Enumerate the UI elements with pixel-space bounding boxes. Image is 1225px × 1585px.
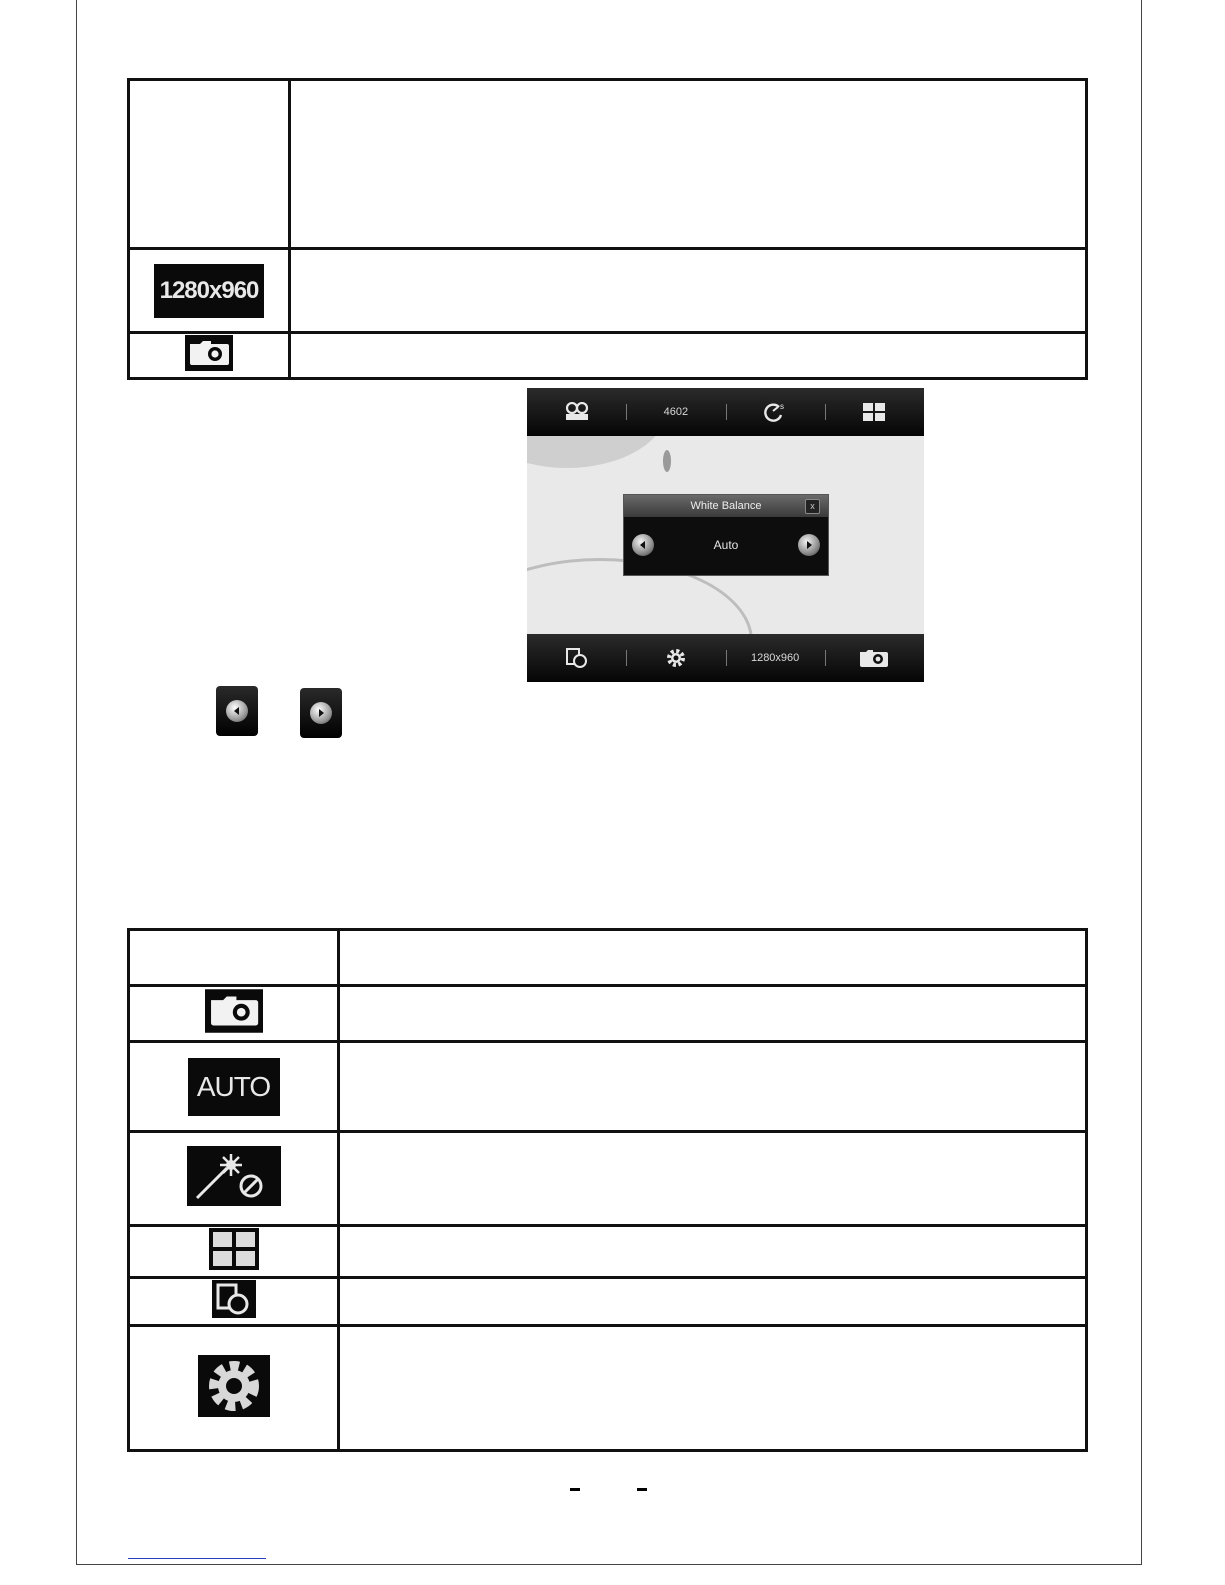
bottom-icon-table (127, 928, 1088, 1452)
table-row (129, 1326, 1087, 1451)
icon-cell (129, 1042, 339, 1132)
left-arrow-icon (638, 540, 648, 550)
self-timer-button[interactable] (726, 388, 825, 436)
icon-cell (129, 333, 290, 379)
left-arrow-icon (232, 706, 242, 716)
video-mode-icon (564, 402, 590, 422)
magic-wand-off-icon (187, 1146, 281, 1206)
shots-remaining: 4602 (626, 388, 725, 436)
footer-link-underline (128, 1558, 266, 1559)
auto-badge: AUTO (188, 1058, 280, 1116)
description-cell (290, 333, 1087, 379)
icon-cell (129, 1226, 339, 1278)
right-arrow-icon (316, 708, 326, 718)
resolution-indicator[interactable]: 1280x960 (726, 634, 825, 682)
settings-button[interactable] (626, 634, 725, 682)
page-bottom-rule (76, 1564, 1142, 1565)
table-row (129, 80, 1087, 249)
video-mode-button[interactable] (527, 388, 626, 436)
left-arrow-button[interactable] (216, 686, 258, 736)
icon-cell (129, 1326, 339, 1451)
table-row (129, 333, 1087, 379)
self-timer-icon (763, 401, 787, 423)
resolution-badge: 1280x960 (154, 264, 264, 318)
table-row (129, 1042, 1087, 1132)
camera-bottom-bar (527, 634, 924, 682)
camera-top-bar (527, 388, 924, 436)
table-row (129, 1132, 1087, 1226)
description-cell (290, 249, 1087, 333)
right-arrow-button[interactable] (300, 688, 342, 738)
page-number-dash-right (637, 1488, 647, 1491)
photo-camera-icon (858, 647, 890, 669)
photo-mode-button[interactable] (825, 634, 924, 682)
icon-cell (129, 986, 339, 1042)
table-row (129, 249, 1087, 333)
dialog-title-text: White Balance (690, 500, 762, 512)
page-number-dash-left (570, 1488, 580, 1491)
settings-gear-icon (198, 1355, 270, 1417)
camera-screen-preview (527, 388, 924, 682)
camera-mode-icon (185, 335, 233, 371)
playback-icon (212, 1280, 256, 1318)
description-cell (339, 1042, 1087, 1132)
description-cell (339, 1326, 1087, 1451)
description-cell (339, 1132, 1087, 1226)
next-option-button[interactable] (798, 534, 820, 556)
description-cell (339, 986, 1087, 1042)
right-arrow-icon (804, 540, 814, 550)
description-cell (339, 1278, 1087, 1326)
table-row (129, 986, 1087, 1042)
table-header-row (129, 930, 1087, 986)
icon-cell (129, 1132, 339, 1226)
grid-icon (209, 1228, 259, 1270)
description-cell (290, 80, 1087, 249)
svg-text:s: s (780, 402, 785, 411)
background-shape (663, 450, 671, 472)
left-arrow-disc (226, 700, 248, 722)
icon-cell (129, 1278, 339, 1326)
playback-button[interactable] (527, 634, 626, 682)
grid-button[interactable] (825, 388, 924, 436)
header-cell-icon (129, 930, 339, 986)
page-right-margin-rule (1141, 0, 1142, 1565)
previous-option-button[interactable] (632, 534, 654, 556)
icon-cell (129, 249, 290, 333)
white-balance-selector (624, 517, 828, 573)
table-row (129, 1278, 1087, 1326)
settings-gear-icon (665, 647, 687, 669)
description-cell (339, 1226, 1087, 1278)
close-icon[interactable]: x (805, 499, 820, 514)
page-left-margin-rule (76, 0, 77, 1565)
top-icon-table (127, 78, 1088, 380)
table-row (129, 1226, 1087, 1278)
white-balance-title (624, 495, 828, 517)
white-balance-value: Auto (713, 538, 739, 552)
icon-cell-empty (129, 80, 290, 249)
white-balance-dialog (623, 494, 829, 576)
grid-icon (862, 402, 886, 422)
playback-icon (565, 647, 589, 669)
right-arrow-disc (310, 702, 332, 724)
camera-mode-icon (205, 989, 263, 1033)
header-cell-description (339, 930, 1087, 986)
